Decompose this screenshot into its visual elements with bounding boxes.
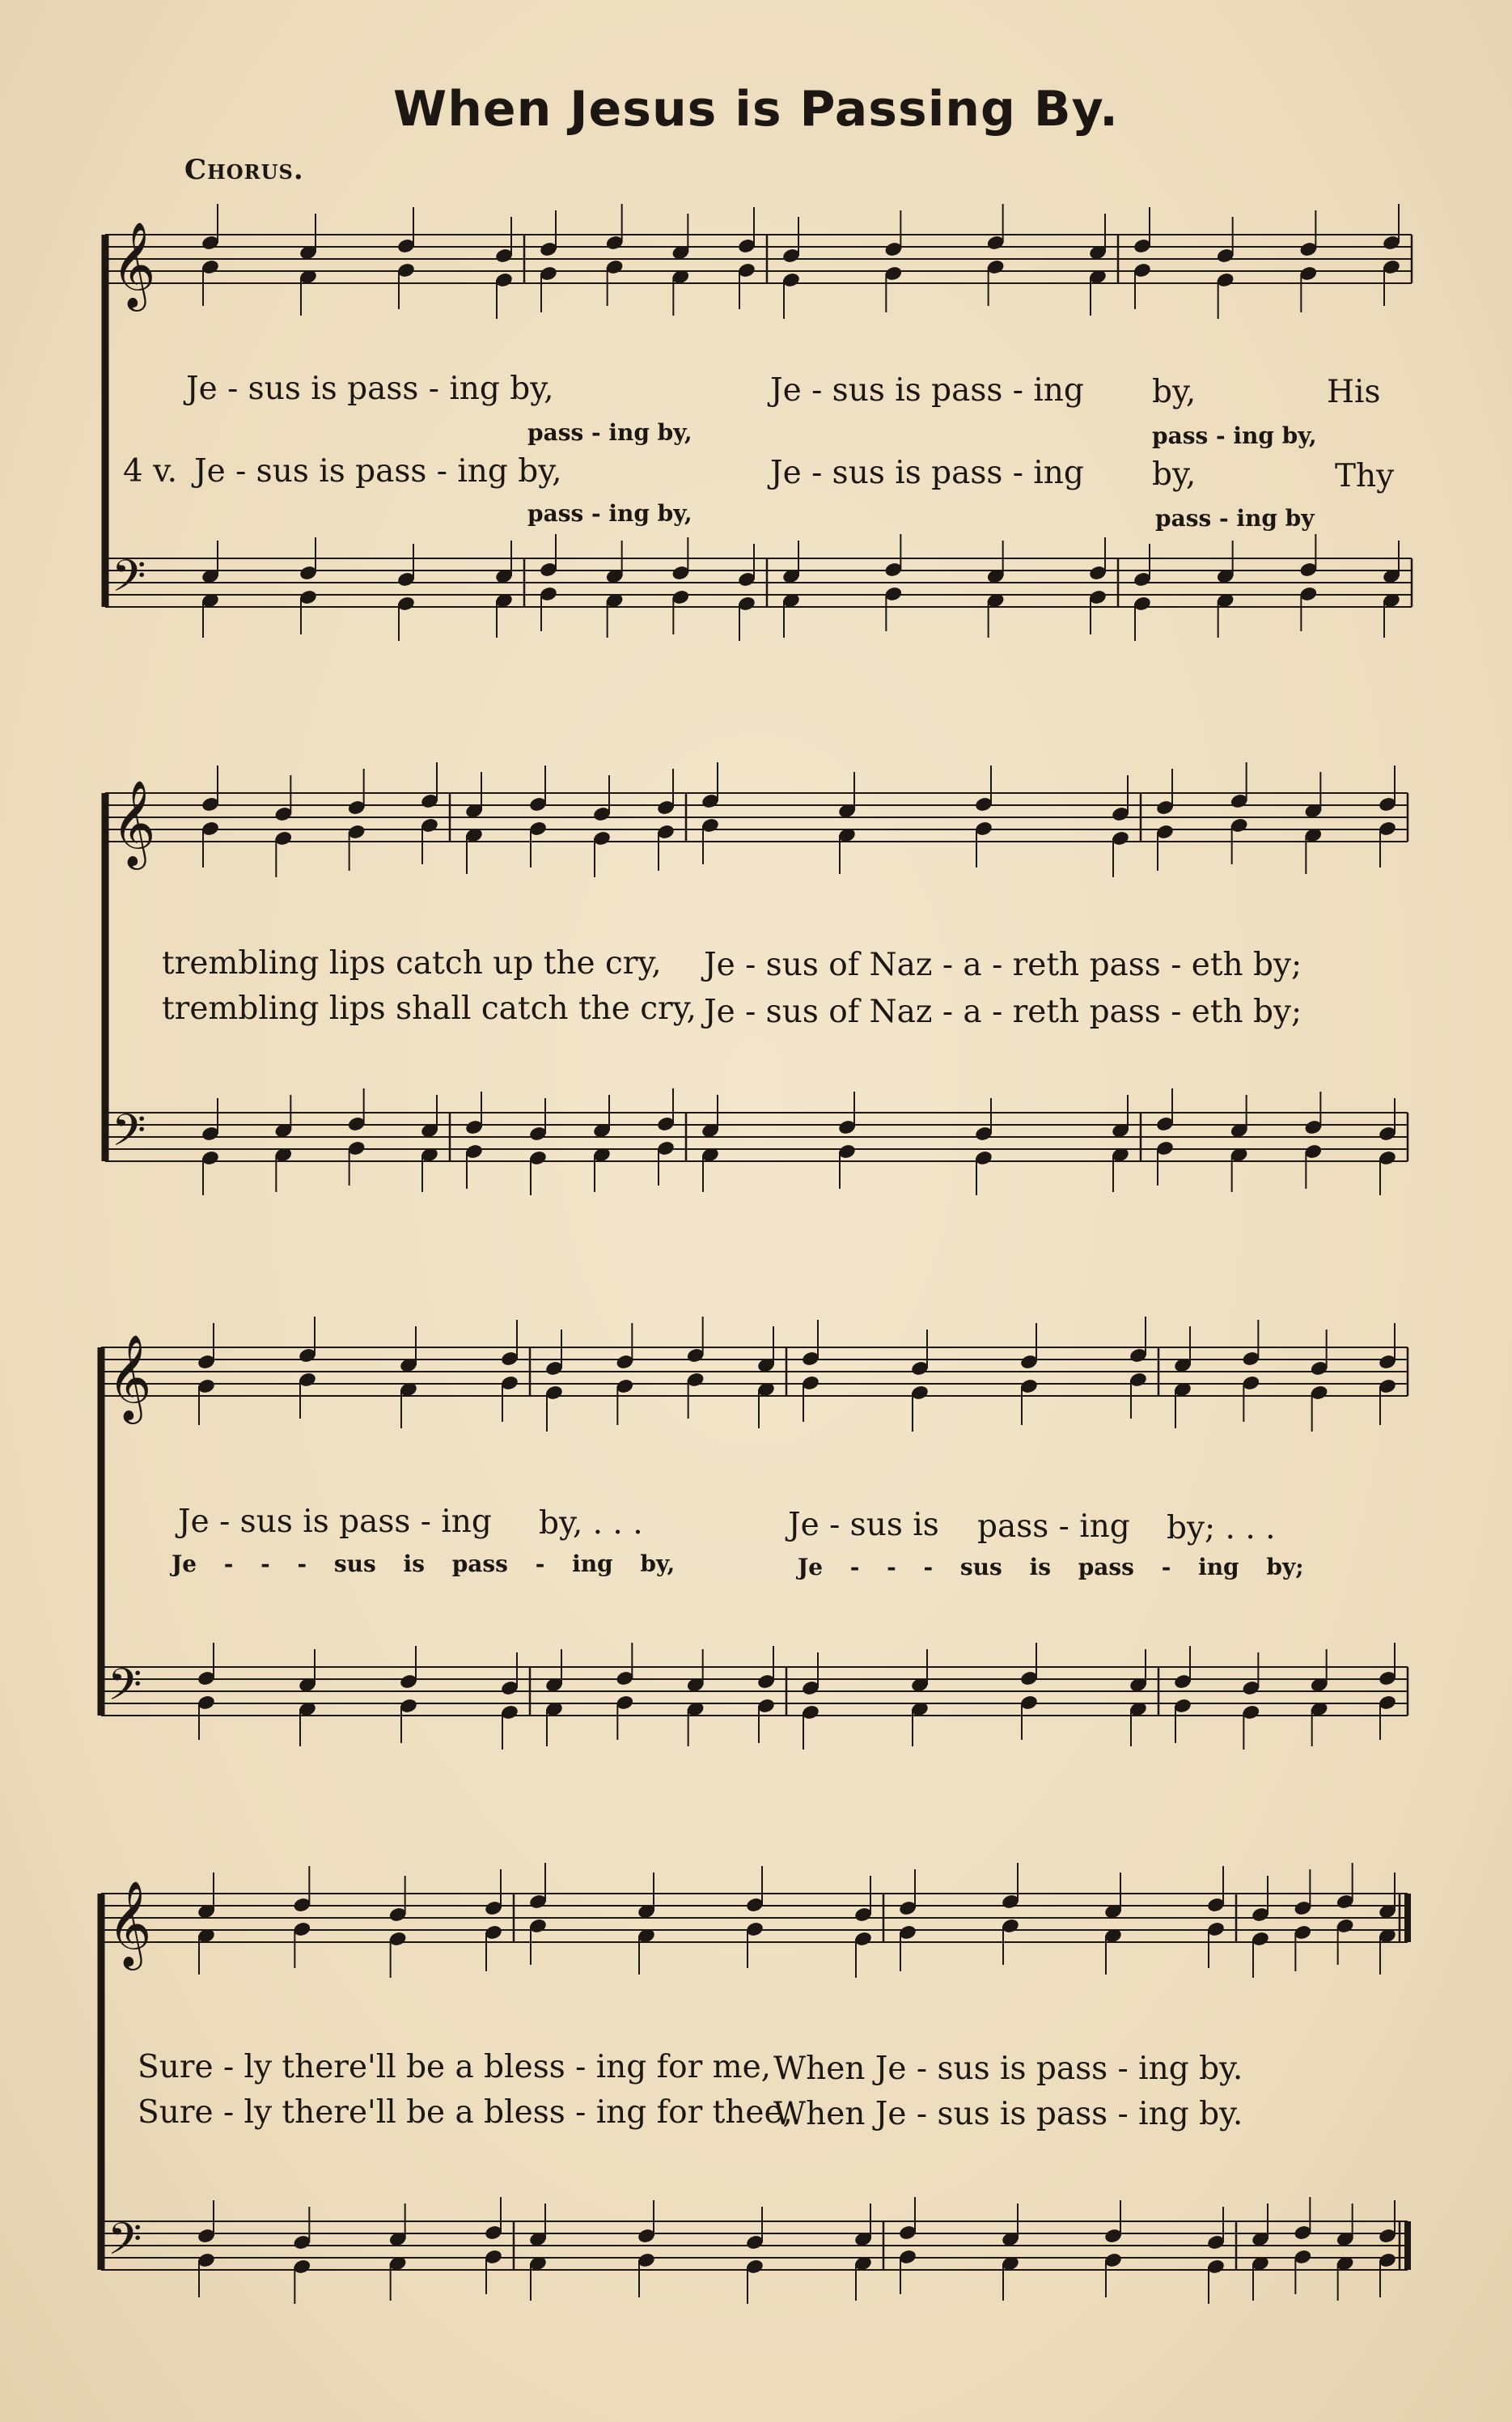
lyric-s1-l1-a: Je - sus is pass - ing by, [186,371,554,407]
lyric-s1-l1-b: Je - sus is pass - ing [770,372,1084,409]
lyric-s3-l1-e: by; . . . [1167,1510,1276,1546]
lyric-s4-l2-a: Sure - ly there'll be a bless - ing for thee, [138,2094,793,2131]
lyric-s4-l2-b: When Je - sus is pass - ing by. [773,2096,1243,2132]
lyric-s2-l1-b: Je - sus of Naz - a - reth pass - eth by; [704,947,1302,983]
lyric-s1-l1-c: by, [1152,374,1196,410]
lyric-s1-l1-d: His [1327,374,1381,410]
lyric-s3-l1-b: by, . . . [539,1505,643,1542]
lyric-s1-l3-b: Je - sus is pass - ing [770,455,1084,491]
hymn-title: When Jesus is Passing By. [393,81,1119,138]
section-label: Chorus. [184,154,304,186]
lyric-s2-l1-a: trembling lips catch up the cry, [162,945,662,982]
echo-s1-l4-b: pass - ing by [1155,505,1315,532]
lyric-s1-l3-d: Thy [1335,458,1395,494]
lyric-s4-l1-b: When Je - sus is pass - ing by. [773,2051,1243,2087]
lyric-s3-l1-c: Je - sus is [788,1507,939,1543]
lyric-s1-l3-verse: 4 v. [123,453,178,490]
lyric-s3-l1-d: pass - ing [977,1508,1130,1545]
lyric-s4-l1-a: Sure - ly there'll be a bless - ing for me, [138,2049,772,2085]
lyric-s1-l3-a: Je - sus is pass - ing by, [194,453,562,490]
treble-clef-icon: 𝄞 [112,221,156,308]
lyric-s3-l1-a: Je - sus is pass - ing [178,1504,492,1540]
bass-clef-icon: 𝄢 [112,550,146,613]
bass-clef-icon: 𝄢 [108,1659,142,1721]
bass-clef-icon: 𝄢 [108,2213,142,2276]
echo-s3-l2-b: Je - - - sus is pass - ing by; [798,1554,1304,1580]
echo-s3-l2-a: Je - - - sus is pass - ing by, [172,1550,676,1577]
echo-s1-l2-a: pass - ing by, [527,419,692,446]
treble-clef-icon: 𝄞 [108,1334,152,1420]
treble-clef-icon: 𝄞 [108,1880,152,1966]
echo-s1-l4-a: pass - ing by, [527,500,692,527]
lyric-s2-l2-a: trembling lips shall catch the cry, [162,990,697,1027]
lyric-s1-l3-c: by, [1152,456,1196,493]
treble-clef-icon: 𝄞 [112,779,156,866]
lyric-s2-l2-b: Je - sus of Naz - a - reth pass - eth by; [704,994,1302,1030]
echo-s1-l2-b: pass - ing by, [1152,422,1317,449]
bass-clef-icon: 𝄢 [112,1105,146,1167]
